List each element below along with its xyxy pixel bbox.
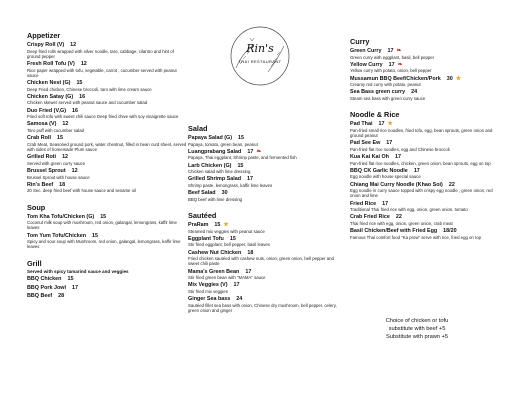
menu-item-price: 16 [79, 93, 86, 100]
menu-item-description: Crab Meat, Seasoned ground pork, water chestnut, filled in bean curd sheet, served with sides of homemade Plum sauce [27, 141, 187, 152]
menu-item-price: 30 [446, 75, 453, 82]
menu-item-title: Samosa (V) [27, 121, 57, 128]
menu-item-name [350, 168, 500, 175]
section-title-soup: Soup [27, 202, 46, 212]
menu-item [27, 168, 187, 180]
menu-item [350, 140, 500, 152]
menu-item-description: Taro puff with cucumber salad [27, 127, 85, 133]
curry-items [350, 48, 500, 101]
menu-item [350, 76, 500, 88]
menu-item [350, 214, 500, 226]
menu-item-name [27, 182, 187, 189]
menu-item-name [350, 214, 500, 221]
right-column [350, 37, 500, 240]
logo-subtitle: THAI RESTAURANT [238, 59, 282, 64]
menu-item-title: Kua Kai Kai Oh [350, 153, 389, 160]
menu-item-description: Papaya, tomato, green bean, peanut [188, 141, 258, 147]
menu-item-title: Grilled Shrimp Salad [188, 176, 242, 183]
menu-item-title: Chicken Satay (G) [27, 93, 74, 100]
menu-item-name [350, 228, 500, 235]
star-badge-icon: ★ [455, 75, 462, 82]
menu-item-name [188, 176, 338, 183]
menu-item-description: Chicken skewer served with peanut sauce and cucumber salad [27, 100, 148, 106]
left-column [27, 31, 187, 300]
grill-section [27, 259, 187, 300]
menu-item-title: Crab Roll [27, 135, 51, 142]
menu-item-name [188, 250, 338, 257]
menu-item [27, 214, 187, 231]
menu-item-name [188, 296, 338, 303]
menu-item [188, 176, 338, 188]
menu-item-description: Traditional Thai fried rice with egg, onion, green onion, tomato [350, 207, 468, 213]
menu-item-title: Sea Bass green curry [350, 89, 406, 96]
menu-item-description: Spicy and sour soup with Mushroom, red onion, galangal, lemongrass, kaffir lime leaves [27, 239, 181, 250]
substitution-note [358, 318, 476, 341]
menu-item-name [188, 282, 338, 289]
menu-item-title: Basil Chicken/Beef with Fried Egg [350, 228, 438, 235]
menu-item-title: Luangprabang Salad [188, 148, 242, 155]
menu-item-price: 17 [386, 140, 393, 147]
menu-item [350, 62, 500, 74]
menu-item-description: Green curry with eggplant, basil, bell pepper [350, 54, 435, 60]
menu-item-price: 15 [56, 135, 63, 142]
section-title-appetizer: Appetizer [27, 31, 61, 40]
menu-item-description: Brussel Sprout with house sauce [27, 174, 90, 180]
sauteed-items [188, 222, 338, 313]
menu-item-description: Fried soft tofu with sweet chili sauce Deep fried chive with soy vinaigrette sauce [27, 114, 179, 120]
menu-item-price: 22 [395, 214, 402, 221]
menu-item-description: Shrimp paste, lemongrass, kaffir lime leaves [188, 182, 273, 188]
menu-item-price: 24 [411, 89, 418, 96]
menu-item [27, 61, 187, 78]
menu-item-description: Stir fried eggplant, bell pepper, basil leaves [188, 242, 270, 248]
menu-item-price: 17 [378, 121, 385, 128]
logo-script: Rin's [246, 42, 274, 55]
menu-item [350, 154, 500, 166]
menu-item-name [27, 293, 187, 300]
menu-item [350, 182, 500, 199]
menu-item-description: Papaya, Thai eggplant, Shrimp paste, and fermented fish [188, 155, 297, 161]
menu-item-description: Steam sea bass with green curry sauce [350, 95, 426, 101]
menu-item-title: Brussel Sprout [27, 167, 66, 174]
menu-item-title: Pad See Ew [350, 140, 381, 147]
menu-item-description: Sautéed fillet sea bass with onion, Chinese dry mushroom, bell pepper, celery, green onion and ginger [188, 302, 337, 313]
menu-item [188, 163, 338, 175]
section-title-noodle: Noodle & Rice [350, 110, 400, 120]
logo-circle-icon [228, 24, 292, 88]
menu-item-name [350, 62, 500, 69]
menu-item-price: 15 [237, 162, 244, 169]
menu-item-description: Coconut milk soup with mushroom, red onion, galangal, lemongrass, kaffir lime leaves [27, 220, 177, 231]
menu-item-description: Egg noodle in curry sauce topped with crispy egg noodle , green onion, red onion and lime [350, 188, 493, 199]
menu-item-price: 17 [247, 176, 254, 183]
menu-item-description: Deep Fried chicken, Chinese broccoli, taro with lime cream sauce [27, 86, 152, 92]
menu-item-name [188, 236, 338, 243]
menu-item-price: 17 [382, 200, 389, 207]
soup-items [27, 214, 187, 250]
menu-item-price: 15 [229, 235, 236, 242]
grill-subtitle: Served with spicy tamarind sauce and veggies [27, 268, 129, 274]
menu-item-title: Fried Rice [350, 200, 377, 207]
menu-item-description: Pan-fried flat rice noodles, chicken, green onion, bean sprouts, egg on top [350, 160, 491, 166]
menu-item-price: 15 [238, 135, 245, 141]
menu-item [350, 228, 500, 240]
menu-item [188, 236, 338, 248]
menu-item-description: Egg noodle with house special sauce [350, 174, 421, 180]
menu-item-title: BBQ CK Garlic Noodle [350, 167, 408, 174]
menu-item-price: 12 [71, 167, 78, 174]
menu-item-name [27, 42, 187, 49]
menu-item-name [350, 121, 500, 128]
menu-item-description: BBQ beef with lime dressing [188, 196, 242, 202]
menu-item-name [27, 168, 187, 175]
menu-item-price: 18 [59, 181, 66, 188]
menu-item-description: Yellow curry with potato, onion, bell pepper [350, 68, 432, 74]
curry-section [350, 37, 500, 101]
menu-item [188, 149, 338, 161]
menu-item [27, 182, 187, 194]
menu-item [350, 168, 500, 180]
menu-item-title: Chicken Nest (G) [27, 80, 71, 86]
menu-item-description: Thai fried rice with egg, onion, green onion, crab meat [350, 220, 453, 226]
menu-item-price: 15 [100, 213, 107, 220]
menu-item [27, 108, 187, 120]
chili-pepper-icon: ❧ [256, 148, 262, 155]
menu-item-price: 18/20 [443, 228, 457, 235]
menu-item-title: Ginger Sea bass [188, 296, 231, 303]
chili-pepper-icon: ❧ [396, 48, 402, 54]
menu-item-title: Crab Fried Rice [350, 214, 390, 221]
appetizer-section [27, 31, 187, 194]
menu-item [27, 121, 187, 133]
menu-item-name [188, 135, 338, 142]
note-line-2: substitute with beef +5 [388, 325, 446, 332]
menu-item-name [27, 285, 187, 292]
menu-item [350, 201, 500, 213]
menu-item-description: Steamed mix veggies with peanut sauce [188, 228, 265, 234]
menu-item [350, 121, 500, 138]
menu-item-name [27, 80, 187, 87]
menu-item-title: Cashew Nut Chicken [188, 249, 242, 256]
menu-item-title: Beef Salad [188, 190, 216, 197]
menu-item-name [27, 154, 187, 161]
menu-item-title: BBQ Chicken [27, 276, 62, 283]
menu-item-description: Stir fried green bean with "MAMA" sauce [188, 275, 266, 281]
menu-item-name [350, 76, 500, 83]
menu-item-title: Chiang Mai Curry Noodle (Khao Soi) [350, 181, 443, 188]
menu-item-name [350, 182, 500, 189]
menu-item-price: 16 [72, 107, 79, 114]
note-line-1: Choice of chicken or tofu [385, 318, 449, 324]
menu-item-title: Crispy Roll (V) [27, 42, 65, 48]
menu-item-price: 15 [214, 221, 221, 228]
menu-item-description: Chicken salad with lime dressing [188, 169, 251, 175]
menu-item-description: Pan-fried small rice noodles, fried tofu, egg, bean sprouts, green onion and ground peanut [350, 127, 493, 138]
menu-item-name [188, 222, 338, 229]
menu-item [350, 89, 500, 101]
menu-item-description: Stir fried mix veggies [188, 288, 228, 294]
menu-item [27, 135, 187, 152]
menu-item [188, 269, 338, 281]
menu-item-name [350, 48, 500, 55]
soup-section [27, 203, 187, 250]
section-title-curry: Curry [350, 37, 370, 46]
appetizer-items [27, 42, 187, 194]
menu-item-price: 17 [247, 148, 254, 155]
menu-item-description: Fried chicken sautéed with cashew nuts, onion, green onion, bell pepper and sweet chili paste [188, 256, 334, 267]
menu-item-title: Mussamun BBQ Beef/Chicken/Pork [350, 75, 441, 82]
menu-item-price: 17 [388, 61, 395, 68]
menu-item [27, 285, 187, 292]
menu-item-price: 12 [62, 121, 69, 128]
menu-item-title: Yellow Curry [350, 61, 383, 68]
menu-item-name [27, 214, 187, 221]
menu-item-title: PraRam [188, 221, 209, 228]
section-title-grill: Grill [27, 258, 42, 268]
menu-item-name [188, 269, 338, 276]
menu-item-price: 12 [62, 154, 69, 161]
menu-item-description: Pan-fried flat rice noodles, egg and Chinese broccoli [350, 146, 450, 152]
menu-item-price: 12 [80, 61, 87, 67]
menu-item-title: BBQ Pork Jowl [27, 284, 66, 291]
menu-item [27, 42, 187, 59]
menu-item-title: Fresh Roll Tofu (V) [27, 61, 75, 67]
menu-item [188, 296, 338, 313]
menu-item-title: Tom Kha Tofu/Chicken (G) [27, 213, 95, 220]
menu-item-name [27, 61, 187, 68]
menu-item-title: Eggplant Tofu [188, 235, 224, 242]
section-title-salad: Salad [188, 124, 208, 133]
menu-item-name [27, 233, 187, 240]
menu-item-name [188, 190, 338, 197]
menu-item-name [188, 149, 338, 156]
menu-item [350, 48, 500, 60]
grill-items [27, 276, 187, 300]
menu-item-name [350, 201, 500, 208]
menu-item-price: 15 [92, 232, 99, 239]
menu-item-price: 17 [71, 284, 78, 291]
menu-item-description: 20 Sec. deep fried beef with house sauce and sesame oil [27, 188, 136, 194]
menu-item-price: 22 [448, 181, 455, 188]
menu-item-name [27, 276, 187, 283]
salad-section [188, 124, 338, 202]
section-title-sauteed: Sautéed [188, 210, 217, 220]
menu-item [27, 154, 187, 166]
menu-item [27, 293, 187, 300]
menu-item-title: Rin's Beef [27, 181, 54, 188]
menu-item [188, 190, 338, 202]
menu-item-title: Green Curry [350, 48, 382, 54]
menu-item-title: Mama's Green Bean [188, 268, 240, 275]
menu-item-title: Duo Fried (V,G) [27, 107, 67, 114]
menu-item-price: 15 [76, 80, 83, 86]
menu-item-name [350, 154, 500, 161]
menu-item [188, 282, 338, 294]
note-line-3: Substitute with prawn +5 [385, 333, 449, 340]
menu-item [188, 222, 338, 234]
middle-column [188, 124, 338, 313]
menu-item-description: Deep fried rolls wrapped with silver noodle, taro, cabbage, cilantro and hint of ground pepper [27, 48, 174, 59]
menu-item-price: 18 [247, 249, 254, 256]
menu-item-title: Larb Chicken (G) [188, 162, 232, 169]
menu-item-title: Pad Thai [350, 121, 373, 128]
menu-item-price: 12 [70, 42, 77, 48]
menu-item-title: Tom Yum Tofu/Chicken [27, 232, 87, 239]
salad-items [188, 135, 338, 202]
menu-item-name [27, 121, 187, 128]
menu-item [27, 276, 187, 283]
menu-item-price: 17 [245, 268, 252, 275]
menu-item-name [350, 140, 500, 147]
noodle-items [350, 121, 500, 240]
menu-item [27, 233, 187, 250]
menu-item [27, 80, 187, 92]
menu-item-name [27, 135, 187, 142]
sauteed-section [188, 211, 338, 313]
star-badge-icon: ★ [223, 221, 229, 228]
restaurant-logo [228, 24, 292, 88]
star-badge-icon: ★ [387, 121, 393, 128]
menu-item-price: 15 [67, 276, 74, 283]
menu-item-price: 24 [236, 296, 243, 303]
menu-item-description: Creamy red curry with potato, peanut [350, 82, 421, 88]
menu-item [188, 250, 338, 267]
menu-item-price: 17 [413, 167, 420, 174]
menu-item-price: 17 [394, 153, 401, 160]
menu-item-title: Mix Veggies (V) [188, 282, 228, 289]
menu-item-name [27, 94, 187, 101]
menu-item-description: Served with green curry sauce [27, 160, 86, 166]
menu-item [27, 94, 187, 106]
menu-item-price: 17 [387, 48, 394, 54]
menu-item-title: Grilled Roti [27, 154, 57, 161]
menu-item-description: Rice paper wrapped with tofu, vegetable, carrot , cucumber served with peanut sauce [27, 67, 177, 78]
chili-pepper-icon: ❧ [397, 61, 403, 68]
menu-item-title: Papaya Salad (G) [188, 135, 233, 141]
menu-item-description: Famous Thai comfort food "Ka prow" serve with rice, fried egg on top [350, 234, 481, 240]
menu-item-name [27, 108, 187, 115]
menu-item [188, 135, 338, 147]
menu-item-name [188, 163, 338, 170]
menu-item-price: 17 [233, 282, 240, 289]
noodle-section [350, 110, 500, 240]
menu-item-title: BBQ Beef [27, 293, 53, 300]
menu-item-price: 28 [58, 293, 65, 300]
menu-item-name [350, 89, 500, 96]
menu-item-price: 30 [221, 190, 228, 197]
